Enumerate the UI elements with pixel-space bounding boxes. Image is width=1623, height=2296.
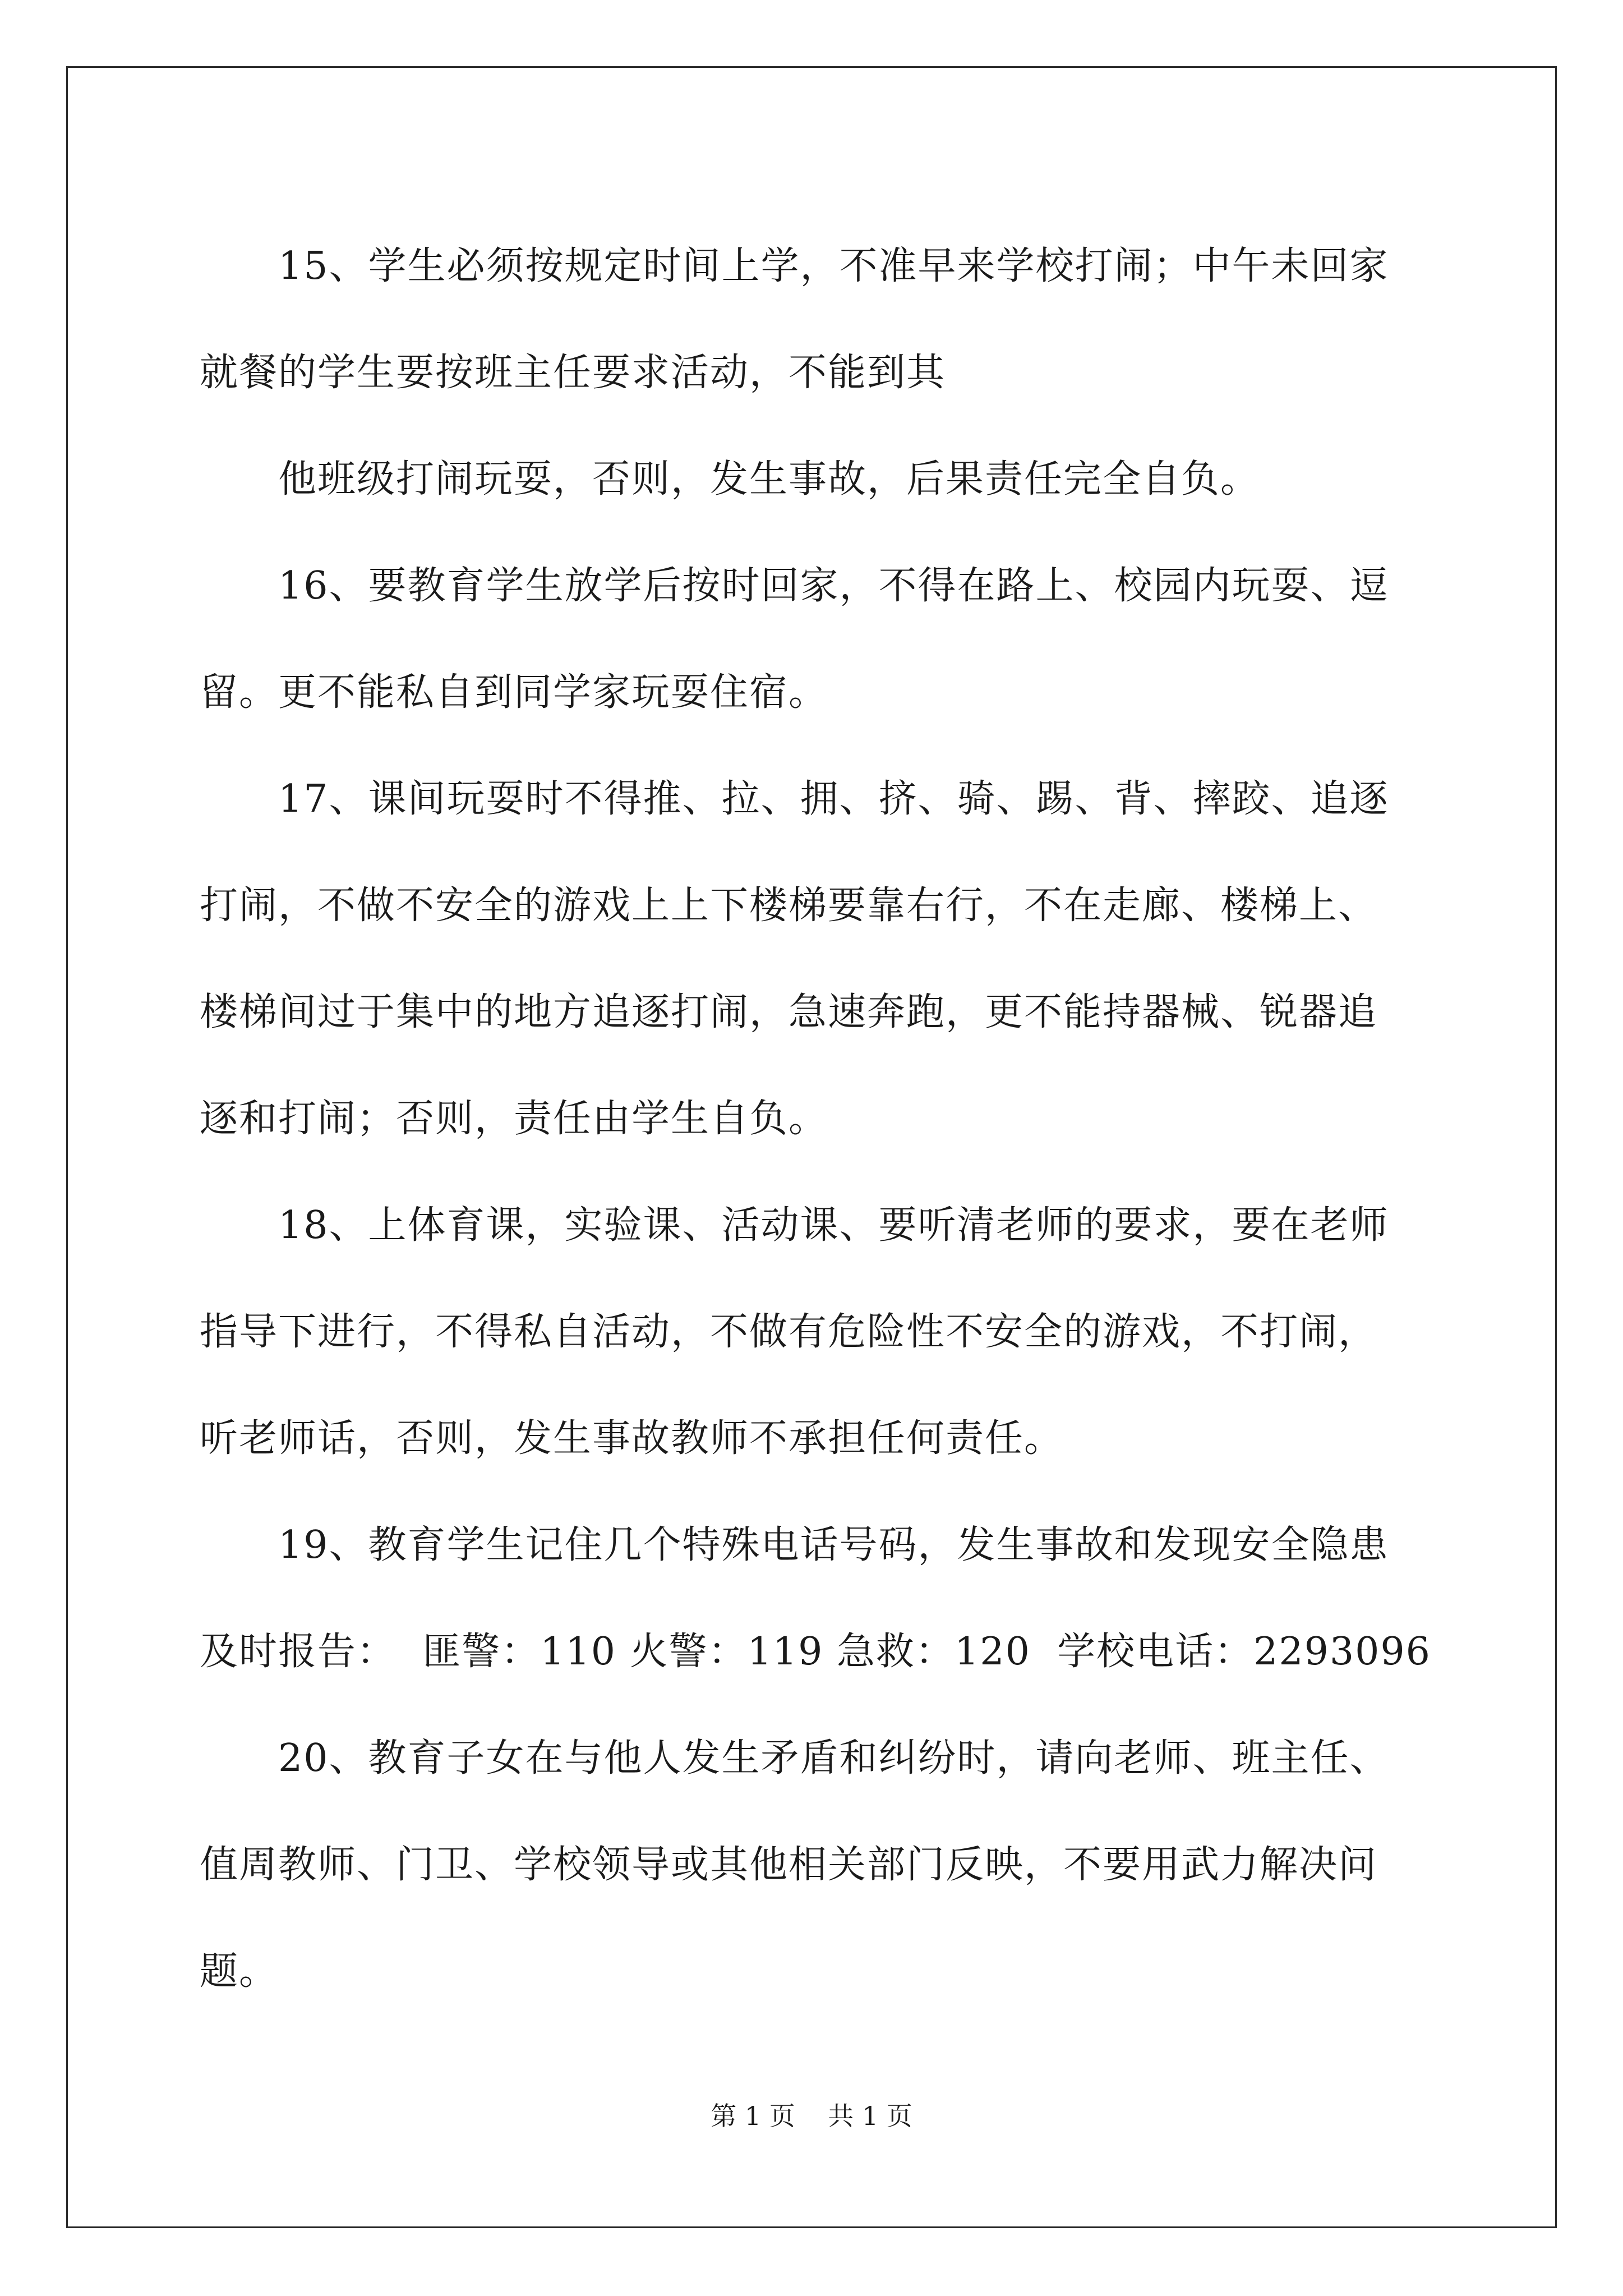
paragraph-17-line-1: 17、课间玩耍时不得推、拉、拥、挤、骑、踢、背、摔跤、追逐 xyxy=(278,777,1389,821)
paragraph-17-line-4: 逐和打闹；否则，责任由学生自负。 xyxy=(200,1097,828,1141)
paragraph-18-line-2: 指导下进行，不得私自活动，不做有危险性不安全的游戏，不打闹， xyxy=(200,1310,1378,1354)
paragraph-20-line-2: 值周教师、门卫、学校领导或其他相关部门反映，不要用武力解决问 xyxy=(200,1843,1378,1887)
paragraph-18-line-3: 听老师话，否则，发生事故教师不承担任何责任。 xyxy=(200,1416,1064,1461)
paragraph-19-line-2: 及时报告： 匪警：110 火警：119 急救：120 学校电话：2293096 xyxy=(200,1630,1431,1674)
paragraph-15-line-2: 就餐的学生要按班主任要求活动，不能到其 xyxy=(200,351,946,395)
paragraph-15-line-3: 他班级打闹玩耍，否则，发生事故，后果责任完全自负。 xyxy=(278,457,1260,501)
paragraph-16-line-2: 留。更不能私自到同学家玩耍住宿。 xyxy=(200,670,828,715)
paragraph-17-line-2: 打闹，不做不安全的游戏上上下楼梯要靠右行，不在走廊、楼梯上、 xyxy=(200,884,1378,928)
paragraph-15-line-1: 15、学生必须按规定时间上学，不准早来学校打闹；中午未回家 xyxy=(278,244,1389,288)
paragraph-18-line-1: 18、上体育课，实验课、活动课、要听清老师的要求，要在老师 xyxy=(278,1203,1389,1248)
paragraph-19-line-1: 19、教育学生记住几个特殊电话号码，发生事故和发现安全隐患 xyxy=(278,1523,1389,1567)
paragraph-20-line-1: 20、教育子女在与他人发生矛盾和纠纷时，请向老师、班主任、 xyxy=(278,1736,1389,1780)
paragraph-16-line-1: 16、要教育学生放学后按时回家，不得在路上、校园内玩耍、逗 xyxy=(278,564,1389,608)
paragraph-20-line-3: 题。 xyxy=(200,1949,279,1994)
document-body xyxy=(200,213,1431,2025)
paragraph-17-line-3: 楼梯间过于集中的地方追逐打闹，急速奔跑，更不能持器械、锐器追 xyxy=(200,990,1378,1034)
page-number-footer: 第 1 页 共 1 页 xyxy=(711,2101,912,2131)
